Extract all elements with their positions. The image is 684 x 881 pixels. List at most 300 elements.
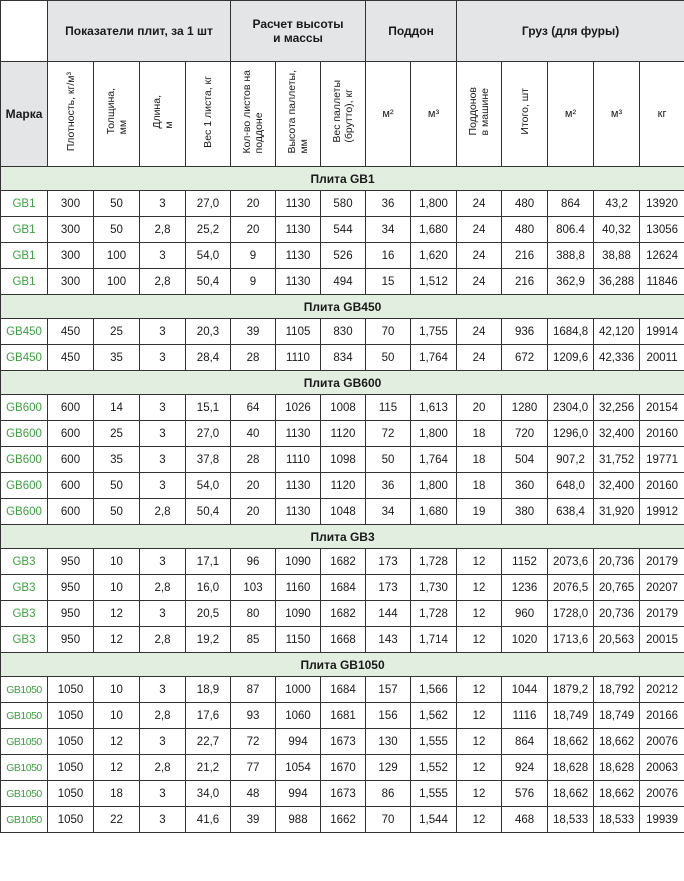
value-cell: 32,400 [594,421,640,447]
value-cell: 80 [231,601,276,627]
value-cell: 3 [140,807,186,833]
mark-cell: GB450 [1,319,48,345]
value-cell: 1020 [502,627,548,653]
value-cell: 42,120 [594,319,640,345]
mark-cell: GB3 [1,575,48,601]
value-cell: 2073,6 [548,549,594,575]
value-cell: 806.4 [548,217,594,243]
value-cell: 12 [94,755,140,781]
mark-cell: GB1 [1,217,48,243]
mark-cell: GB1050 [1,677,48,703]
value-cell: 19939 [640,807,684,833]
value-cell: 2,8 [140,269,186,295]
value-cell: 1130 [276,217,321,243]
value-cell: 20,563 [594,627,640,653]
mark-cell: GB3 [1,549,48,575]
value-cell: 1,555 [411,729,457,755]
value-cell: 12 [457,627,502,653]
value-cell: 16 [366,243,411,269]
table-body [1,167,684,833]
table-row [1,269,684,295]
value-cell: 600 [48,421,94,447]
mark-cell: GB1050 [1,781,48,807]
value-cell: 12 [457,601,502,627]
mark-cell: GB1 [1,269,48,295]
value-cell: 526 [321,243,366,269]
value-cell: 18,662 [548,729,594,755]
value-cell: 41,6 [186,807,231,833]
mark-cell: GB1050 [1,703,48,729]
value-cell: 362,9 [548,269,594,295]
value-cell: 12 [457,781,502,807]
value-cell: 2,8 [140,703,186,729]
value-cell: 2,8 [140,217,186,243]
value-cell: 10 [94,575,140,601]
header-group-row [1,1,684,62]
group-cargo-header: Груз (для фуры) [457,1,684,62]
value-cell: 1160 [276,575,321,601]
value-cell: 12 [94,729,140,755]
value-cell: 18,628 [548,755,594,781]
value-cell: 1,764 [411,447,457,473]
value-cell: 19914 [640,319,684,345]
section-row [1,295,684,319]
total-pcs-header [502,62,548,167]
value-cell: 300 [48,191,94,217]
value-cell: 18,533 [548,807,594,833]
value-cell: 36 [366,191,411,217]
value-cell: 96 [231,549,276,575]
value-cell: 1,552 [411,755,457,781]
section-row [1,167,684,191]
value-cell: 1,680 [411,217,457,243]
value-cell: 3 [140,601,186,627]
value-cell: 1130 [276,269,321,295]
table-row [1,319,684,345]
value-cell: 1110 [276,345,321,371]
value-cell: 1668 [321,627,366,653]
value-cell: 12 [457,729,502,755]
value-cell: 9 [231,269,276,295]
mark-cell: GB1050 [1,807,48,833]
value-cell: 1130 [276,243,321,269]
mark-cell: GB450 [1,345,48,371]
pallet-height-header [276,62,321,167]
value-cell: 672 [502,345,548,371]
value-cell: 1130 [276,191,321,217]
table-row [1,575,684,601]
value-cell: 1879,2 [548,677,594,703]
value-cell: 50 [366,345,411,371]
value-cell: 3 [140,549,186,575]
value-cell: 20076 [640,781,684,807]
value-cell: 3 [140,243,186,269]
value-cell: 173 [366,575,411,601]
value-cell: 17,1 [186,549,231,575]
value-cell: 1280 [502,395,548,421]
pallet-weight-header-label: Вес паллеты (брутто), кг [331,80,355,143]
value-cell: 20166 [640,703,684,729]
value-cell: 20 [231,217,276,243]
value-cell: 34 [366,217,411,243]
value-cell: 864 [502,729,548,755]
value-cell: 1682 [321,601,366,627]
value-cell: 1,555 [411,781,457,807]
value-cell: 1130 [276,473,321,499]
mark-cell: GB600 [1,499,48,525]
table-row [1,627,684,653]
value-cell: 28,4 [186,345,231,371]
value-cell: 40 [231,421,276,447]
value-cell: 216 [502,243,548,269]
value-cell: 504 [502,447,548,473]
pallets-in-truck-header [457,62,502,167]
table-row [1,191,684,217]
density-header [48,62,94,167]
value-cell: 600 [48,499,94,525]
value-cell: 600 [48,447,94,473]
mark-cell: GB1050 [1,755,48,781]
table-row [1,549,684,575]
length-header-label: Длина, м [150,94,175,129]
value-cell: 12 [457,575,502,601]
table-row [1,807,684,833]
value-cell: 1050 [48,755,94,781]
value-cell: 1713,6 [548,627,594,653]
value-cell: 3 [140,677,186,703]
value-cell: 77 [231,755,276,781]
value-cell: 129 [366,755,411,781]
value-cell: 2,8 [140,499,186,525]
table-row [1,243,684,269]
value-cell: 3 [140,319,186,345]
value-cell: 10 [94,677,140,703]
value-cell: 93 [231,703,276,729]
pallet-weight-header [321,62,366,167]
value-cell: 50,4 [186,269,231,295]
table-row [1,601,684,627]
value-cell: 24 [457,217,502,243]
value-cell: 34,0 [186,781,231,807]
value-cell: 3 [140,447,186,473]
value-cell: 143 [366,627,411,653]
value-cell: 2,8 [140,575,186,601]
length-header [140,62,186,167]
sheets-on-pallet-header [231,62,276,167]
value-cell: 2,8 [140,755,186,781]
header-corner-cell [1,1,48,62]
table-row [1,703,684,729]
value-cell: 864 [548,191,594,217]
value-cell: 2,8 [140,627,186,653]
value-cell: 1120 [321,421,366,447]
sheet-weight-header [186,62,231,167]
value-cell: 924 [502,755,548,781]
value-cell: 20 [457,395,502,421]
value-cell: 43,2 [594,191,640,217]
value-cell: 1,800 [411,421,457,447]
group-pallet-header: Поддон [366,1,457,62]
value-cell: 1,728 [411,601,457,627]
value-cell: 580 [321,191,366,217]
value-cell: 1060 [276,703,321,729]
value-cell: 648,0 [548,473,594,499]
value-cell: 28 [231,447,276,473]
value-cell: 20 [231,191,276,217]
value-cell: 12 [94,627,140,653]
value-cell: 1,620 [411,243,457,269]
value-cell: 1682 [321,549,366,575]
value-cell: 468 [502,807,548,833]
value-cell: 38,88 [594,243,640,269]
value-cell: 70 [366,319,411,345]
value-cell: 12 [457,549,502,575]
value-cell: 12 [457,677,502,703]
value-cell: 20179 [640,601,684,627]
value-cell: 103 [231,575,276,601]
value-cell: 50 [94,217,140,243]
value-cell: 32,256 [594,395,640,421]
sheets-on-pallet-header-label: Кол-во листов на поддоне [241,69,265,154]
value-cell: 1296,0 [548,421,594,447]
mark-cell: GB600 [1,473,48,499]
value-cell: 24 [457,269,502,295]
table-row [1,217,684,243]
value-cell: 600 [48,473,94,499]
value-cell: 20,736 [594,549,640,575]
pallet-m3-header: м³ [411,62,457,167]
value-cell: 600 [48,395,94,421]
table-row [1,395,684,421]
value-cell: 480 [502,217,548,243]
value-cell: 1050 [48,729,94,755]
value-cell: 50 [94,473,140,499]
value-cell: 1090 [276,549,321,575]
value-cell: 85 [231,627,276,653]
value-cell: 1050 [48,781,94,807]
value-cell: 15,1 [186,395,231,421]
value-cell: 20063 [640,755,684,781]
value-cell: 380 [502,499,548,525]
value-cell: 834 [321,345,366,371]
value-cell: 35 [94,447,140,473]
value-cell: 20160 [640,473,684,499]
mark-cell: GB1 [1,191,48,217]
value-cell: 3 [140,421,186,447]
value-cell: 720 [502,421,548,447]
mark-cell: GB3 [1,627,48,653]
value-cell: 1684,8 [548,319,594,345]
value-cell: 1110 [276,447,321,473]
value-cell: 20,765 [594,575,640,601]
table-row [1,755,684,781]
value-cell: 1,728 [411,549,457,575]
value-cell: 1054 [276,755,321,781]
table-row [1,473,684,499]
table-row [1,729,684,755]
value-cell: 1,680 [411,499,457,525]
value-cell: 25,2 [186,217,231,243]
value-cell: 576 [502,781,548,807]
value-cell: 13056 [640,217,684,243]
value-cell: 14 [94,395,140,421]
value-cell: 25 [94,319,140,345]
value-cell: 36 [366,473,411,499]
value-cell: 20,5 [186,601,231,627]
value-cell: 1130 [276,421,321,447]
value-cell: 1,755 [411,319,457,345]
value-cell: 1684 [321,575,366,601]
value-cell: 1000 [276,677,321,703]
value-cell: 936 [502,319,548,345]
table-row [1,345,684,371]
value-cell: 24 [457,191,502,217]
value-cell: 100 [94,243,140,269]
value-cell: 20,3 [186,319,231,345]
value-cell: 1150 [276,627,321,653]
value-cell: 20076 [640,729,684,755]
value-cell: 2076,5 [548,575,594,601]
value-cell: 48 [231,781,276,807]
value-cell: 27,0 [186,191,231,217]
value-cell: 450 [48,319,94,345]
value-cell: 1,562 [411,703,457,729]
value-cell: 34 [366,499,411,525]
table-header [1,1,684,167]
sheet-weight-header-label: Вес 1 листа, кг [202,75,214,148]
value-cell: 300 [48,243,94,269]
value-cell: 9 [231,243,276,269]
value-cell: 20207 [640,575,684,601]
section-row [1,371,684,395]
value-cell: 31,752 [594,447,640,473]
value-cell: 3 [140,191,186,217]
value-cell: 3 [140,729,186,755]
value-cell: 994 [276,729,321,755]
value-cell: 50 [94,499,140,525]
value-cell: 20015 [640,627,684,653]
value-cell: 1120 [321,473,366,499]
value-cell: 2304,0 [548,395,594,421]
value-cell: 300 [48,269,94,295]
value-cell: 21,2 [186,755,231,781]
mark-cell: GB3 [1,601,48,627]
value-cell: 18,749 [548,703,594,729]
value-cell: 24 [457,345,502,371]
value-cell: 18,9 [186,677,231,703]
value-cell: 1,714 [411,627,457,653]
value-cell: 1673 [321,729,366,755]
mark-cell: GB1 [1,243,48,269]
value-cell: 12 [457,703,502,729]
value-cell: 24 [457,319,502,345]
section-title: Плита GB450 [1,295,684,319]
value-cell: 450 [48,345,94,371]
cargo-kg-header: кг [640,62,684,167]
value-cell: 1,512 [411,269,457,295]
value-cell: 144 [366,601,411,627]
group-plates-header: Показатели плит, за 1 шт [48,1,231,62]
value-cell: 1050 [48,807,94,833]
table-row [1,447,684,473]
value-cell: 18,533 [594,807,640,833]
value-cell: 28 [231,345,276,371]
value-cell: 20011 [640,345,684,371]
value-cell: 20 [231,499,276,525]
pallets-in-truck-header-label: Поддонов в машине [467,87,492,136]
value-cell: 12 [94,601,140,627]
value-cell: 18 [457,421,502,447]
value-cell: 18 [457,447,502,473]
table-row [1,499,684,525]
value-cell: 12624 [640,243,684,269]
value-cell: 72 [366,421,411,447]
value-cell: 1116 [502,703,548,729]
value-cell: 156 [366,703,411,729]
value-cell: 1,764 [411,345,457,371]
value-cell: 360 [502,473,548,499]
value-cell: 20179 [640,549,684,575]
total-pcs-header-label: Итого, шт [518,88,531,135]
value-cell: 1673 [321,781,366,807]
value-cell: 20212 [640,677,684,703]
section-row [1,653,684,677]
thickness-header [94,62,140,167]
thickness-header-label: Толщина, мм [104,88,129,135]
value-cell: 1209,6 [548,345,594,371]
value-cell: 830 [321,319,366,345]
table-row [1,677,684,703]
value-cell: 130 [366,729,411,755]
value-cell: 87 [231,677,276,703]
value-cell: 494 [321,269,366,295]
value-cell: 157 [366,677,411,703]
marka-header: Марка [1,62,48,167]
value-cell: 1050 [48,703,94,729]
section-title: Плита GB600 [1,371,684,395]
value-cell: 1,566 [411,677,457,703]
value-cell: 18,628 [594,755,640,781]
value-cell: 216 [502,269,548,295]
value-cell: 54,0 [186,243,231,269]
value-cell: 1026 [276,395,321,421]
value-cell: 1048 [321,499,366,525]
mark-cell: GB600 [1,447,48,473]
value-cell: 1152 [502,549,548,575]
value-cell: 70 [366,807,411,833]
value-cell: 1130 [276,499,321,525]
value-cell: 50 [366,447,411,473]
value-cell: 388,8 [548,243,594,269]
value-cell: 18,662 [548,781,594,807]
value-cell: 1050 [48,677,94,703]
value-cell: 950 [48,549,94,575]
value-cell: 72 [231,729,276,755]
value-cell: 20 [231,473,276,499]
value-cell: 1,800 [411,473,457,499]
value-cell: 950 [48,601,94,627]
section-title: Плита GB1 [1,167,684,191]
value-cell: 20154 [640,395,684,421]
value-cell: 12 [457,807,502,833]
value-cell: 19 [457,499,502,525]
value-cell: 37,8 [186,447,231,473]
value-cell: 907,2 [548,447,594,473]
value-cell: 40,32 [594,217,640,243]
value-cell: 18 [457,473,502,499]
value-cell: 300 [48,217,94,243]
value-cell: 20160 [640,421,684,447]
